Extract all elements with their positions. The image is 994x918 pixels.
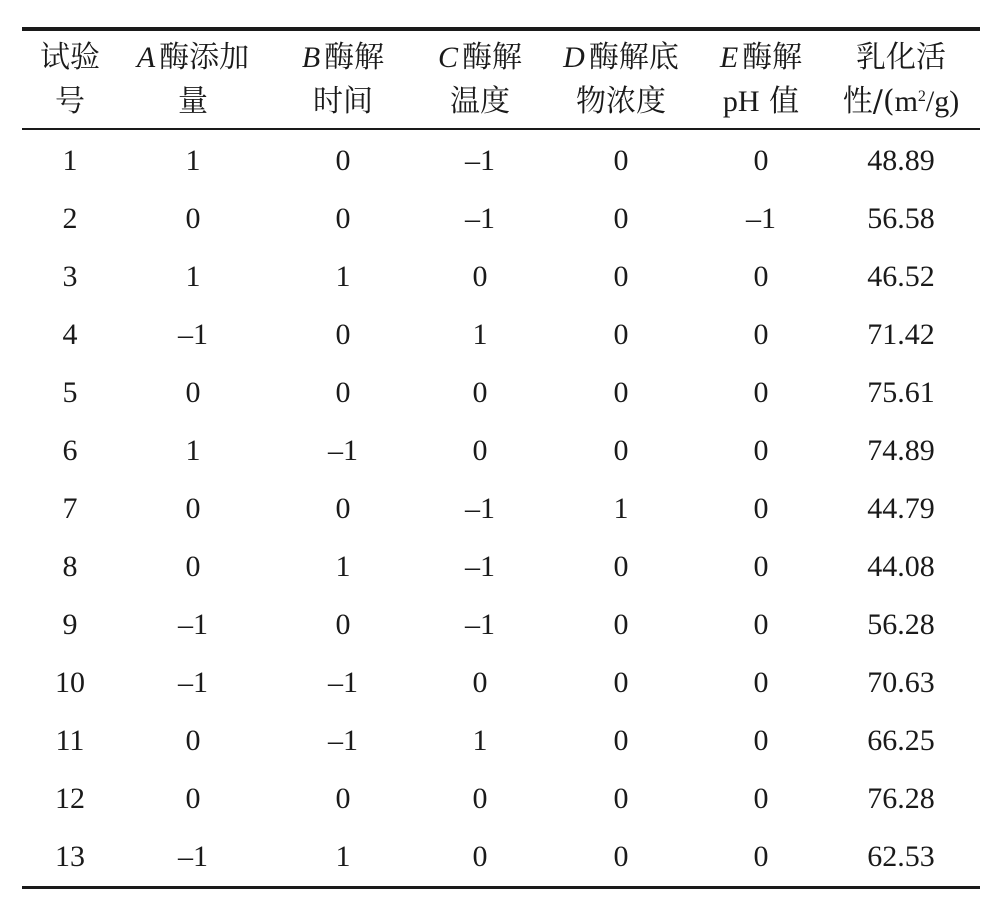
header-hydrolysis-temperature-line2: 温度 <box>450 83 510 119</box>
cell-factor-c: 0 <box>472 376 488 409</box>
table-row <box>22 422 980 480</box>
header-unit-m: m <box>894 84 918 118</box>
cell-emulsifying-activity: 66.25 <box>867 724 935 757</box>
cell-factor-d: 0 <box>613 550 629 583</box>
cell-factor-c: 0 <box>472 840 488 873</box>
header-hydrolysis-temperature-text1: 酶解 <box>462 39 522 75</box>
cell-trial-no: 9 <box>62 608 78 641</box>
cell-factor-c: –1 <box>465 202 495 235</box>
header-substrate-concentration <box>542 31 700 128</box>
header-hydrolysis-ph-text1: 酶解 <box>742 39 803 75</box>
header-hydrolysis-time-text1: 酶解 <box>324 39 385 75</box>
cell-factor-e: 0 <box>753 434 769 467</box>
cell-trial-no: 1 <box>62 144 78 177</box>
cell-factor-a: 0 <box>185 550 201 583</box>
header-emulsifying-activity-line2 <box>822 80 980 124</box>
cell-factor-c: 0 <box>472 260 488 293</box>
header-hydrolysis-time-line1 <box>268 36 418 80</box>
cell-factor-c: –1 <box>465 492 495 525</box>
cell-factor-b: 0 <box>335 202 351 235</box>
header-hydrolysis-ph-line2 <box>700 80 822 124</box>
factor-b-symbol: B <box>301 40 321 74</box>
cell-factor-a: –1 <box>178 666 208 699</box>
cell-factor-e: 0 <box>753 318 769 351</box>
cell-factor-a: –1 <box>178 608 208 641</box>
cell-factor-a: –1 <box>178 840 208 873</box>
cell-trial-no: 5 <box>62 376 78 409</box>
header-enzyme-amount-line2: 量 <box>178 83 208 119</box>
cell-factor-d: 0 <box>613 318 629 351</box>
cell-factor-a: 0 <box>185 724 201 757</box>
cell-emulsifying-activity: 46.52 <box>867 260 935 293</box>
cell-factor-a: 0 <box>185 492 201 525</box>
cell-factor-b: 0 <box>335 318 351 351</box>
cell-factor-b: –1 <box>328 666 358 699</box>
cell-factor-a: 0 <box>185 376 201 409</box>
header-hydrolysis-temperature-line1 <box>418 36 542 80</box>
header-ph-latin: pH <box>722 84 760 118</box>
data-table <box>22 31 980 886</box>
factor-e-symbol: E <box>719 40 739 74</box>
cell-emulsifying-activity: 44.08 <box>867 550 935 583</box>
header-hydrolysis-ph <box>700 31 822 128</box>
table-header <box>22 31 980 130</box>
cell-factor-b: 0 <box>335 144 351 177</box>
header-hydrolysis-temperature <box>418 31 542 128</box>
cell-factor-c: –1 <box>465 550 495 583</box>
table-row <box>22 654 980 712</box>
header-hydrolysis-time-line2: 时间 <box>313 83 373 119</box>
cell-factor-b: –1 <box>328 434 358 467</box>
header-emulsifying-activity <box>822 31 980 128</box>
header-emulsifying-activity-line1: 乳化活 <box>856 39 946 75</box>
table-row <box>22 364 980 422</box>
header-trial-no-line1: 试验 <box>40 39 100 75</box>
cell-factor-d: 0 <box>613 608 629 641</box>
cell-trial-no: 3 <box>62 260 78 293</box>
cell-emulsifying-activity: 48.89 <box>867 144 935 177</box>
header-hydrolysis-time <box>268 31 418 128</box>
cell-factor-e: 0 <box>753 782 769 815</box>
cell-factor-e: 0 <box>753 376 769 409</box>
header-trial-no-line2: 号 <box>55 83 85 119</box>
cell-factor-b: 0 <box>335 608 351 641</box>
cell-factor-a: 1 <box>185 434 201 467</box>
cell-factor-b: 0 <box>335 782 351 815</box>
cell-factor-e: 0 <box>753 840 769 873</box>
cell-trial-no: 6 <box>62 434 78 467</box>
cell-factor-c: –1 <box>465 608 495 641</box>
cell-factor-e: 0 <box>753 144 769 177</box>
cell-trial-no: 2 <box>62 202 78 235</box>
header-enzyme-amount-text1: 酶添加 <box>159 39 250 75</box>
cell-trial-no: 4 <box>62 318 78 351</box>
cell-factor-a: 0 <box>185 202 201 235</box>
table-row <box>22 130 980 190</box>
cell-factor-d: 0 <box>613 840 629 873</box>
cell-emulsifying-activity: 62.53 <box>867 840 935 873</box>
header-trial-no <box>22 31 118 128</box>
table-row <box>22 538 980 596</box>
header-enzyme-amount-line1 <box>118 36 268 80</box>
table-bottom-rule <box>22 886 980 889</box>
table-row <box>22 480 980 538</box>
table-row <box>22 306 980 364</box>
cell-factor-a: 1 <box>185 144 201 177</box>
cell-factor-d: 0 <box>613 144 629 177</box>
header-unit-prefix: 性/( <box>842 83 895 119</box>
cell-factor-a: 1 <box>185 260 201 293</box>
cell-trial-no: 7 <box>62 492 78 525</box>
cell-trial-no: 12 <box>55 782 85 815</box>
cell-factor-d: 0 <box>613 666 629 699</box>
cell-factor-b: 1 <box>335 840 351 873</box>
cell-factor-d: 0 <box>613 260 629 293</box>
cell-factor-e: –1 <box>746 202 776 235</box>
cell-factor-b: 1 <box>335 260 351 293</box>
cell-factor-e: 0 <box>753 724 769 757</box>
cell-factor-e: 0 <box>753 608 769 641</box>
cell-factor-d: 0 <box>613 724 629 757</box>
header-substrate-concentration-text1: 酶解底 <box>588 39 679 75</box>
table-row <box>22 828 980 886</box>
table-row <box>22 770 980 828</box>
cell-factor-d: 0 <box>613 434 629 467</box>
factor-d-symbol: D <box>563 40 585 74</box>
table-row <box>22 248 980 306</box>
header-ph-value-text: 值 <box>769 83 800 119</box>
factor-c-symbol: C <box>437 40 458 74</box>
header-substrate-concentration-line2: 物浓度 <box>576 83 666 119</box>
header-enzyme-amount <box>118 31 268 128</box>
cell-factor-e: 0 <box>753 492 769 525</box>
cell-factor-e: 0 <box>753 550 769 583</box>
cell-factor-a: –1 <box>178 318 208 351</box>
cell-factor-e: 0 <box>753 260 769 293</box>
cell-factor-c: 0 <box>472 666 488 699</box>
cell-factor-d: 1 <box>613 492 629 525</box>
factor-a-symbol: A <box>136 40 156 74</box>
cell-factor-d: 0 <box>613 202 629 235</box>
cell-factor-c: 0 <box>472 782 488 815</box>
cell-factor-b: –1 <box>328 724 358 757</box>
cell-emulsifying-activity: 44.79 <box>867 492 935 525</box>
header-row <box>22 31 980 128</box>
table-row <box>22 712 980 770</box>
cell-factor-c: –1 <box>465 144 495 177</box>
cell-factor-c: 1 <box>472 318 488 351</box>
cell-trial-no: 8 <box>62 550 78 583</box>
table-row <box>22 596 980 654</box>
cell-trial-no: 10 <box>55 666 85 699</box>
cell-factor-b: 0 <box>335 376 351 409</box>
table-row <box>22 190 980 248</box>
cell-emulsifying-activity: 71.42 <box>867 318 935 351</box>
cell-factor-a: 0 <box>185 782 201 815</box>
cell-factor-e: 0 <box>753 666 769 699</box>
header-substrate-concentration-line1 <box>542 36 700 80</box>
cell-emulsifying-activity: 56.58 <box>867 202 935 235</box>
cell-factor-b: 0 <box>335 492 351 525</box>
cell-emulsifying-activity: 56.28 <box>867 608 935 641</box>
cell-emulsifying-activity: 74.89 <box>867 434 935 467</box>
header-unit-superscript: 2 <box>917 87 926 105</box>
cell-factor-b: 1 <box>335 550 351 583</box>
table-body <box>22 130 980 886</box>
cell-factor-c: 0 <box>472 434 488 467</box>
header-unit-suffix: /g) <box>925 84 960 118</box>
cell-emulsifying-activity: 75.61 <box>867 376 935 409</box>
cell-factor-c: 1 <box>472 724 488 757</box>
cell-trial-no: 13 <box>55 840 85 873</box>
header-hydrolysis-ph-line1 <box>700 36 822 80</box>
cell-factor-d: 0 <box>613 376 629 409</box>
cell-emulsifying-activity: 70.63 <box>867 666 935 699</box>
results-table <box>22 27 980 889</box>
cell-emulsifying-activity: 76.28 <box>867 782 935 815</box>
cell-factor-d: 0 <box>613 782 629 815</box>
cell-trial-no: 11 <box>55 724 85 757</box>
